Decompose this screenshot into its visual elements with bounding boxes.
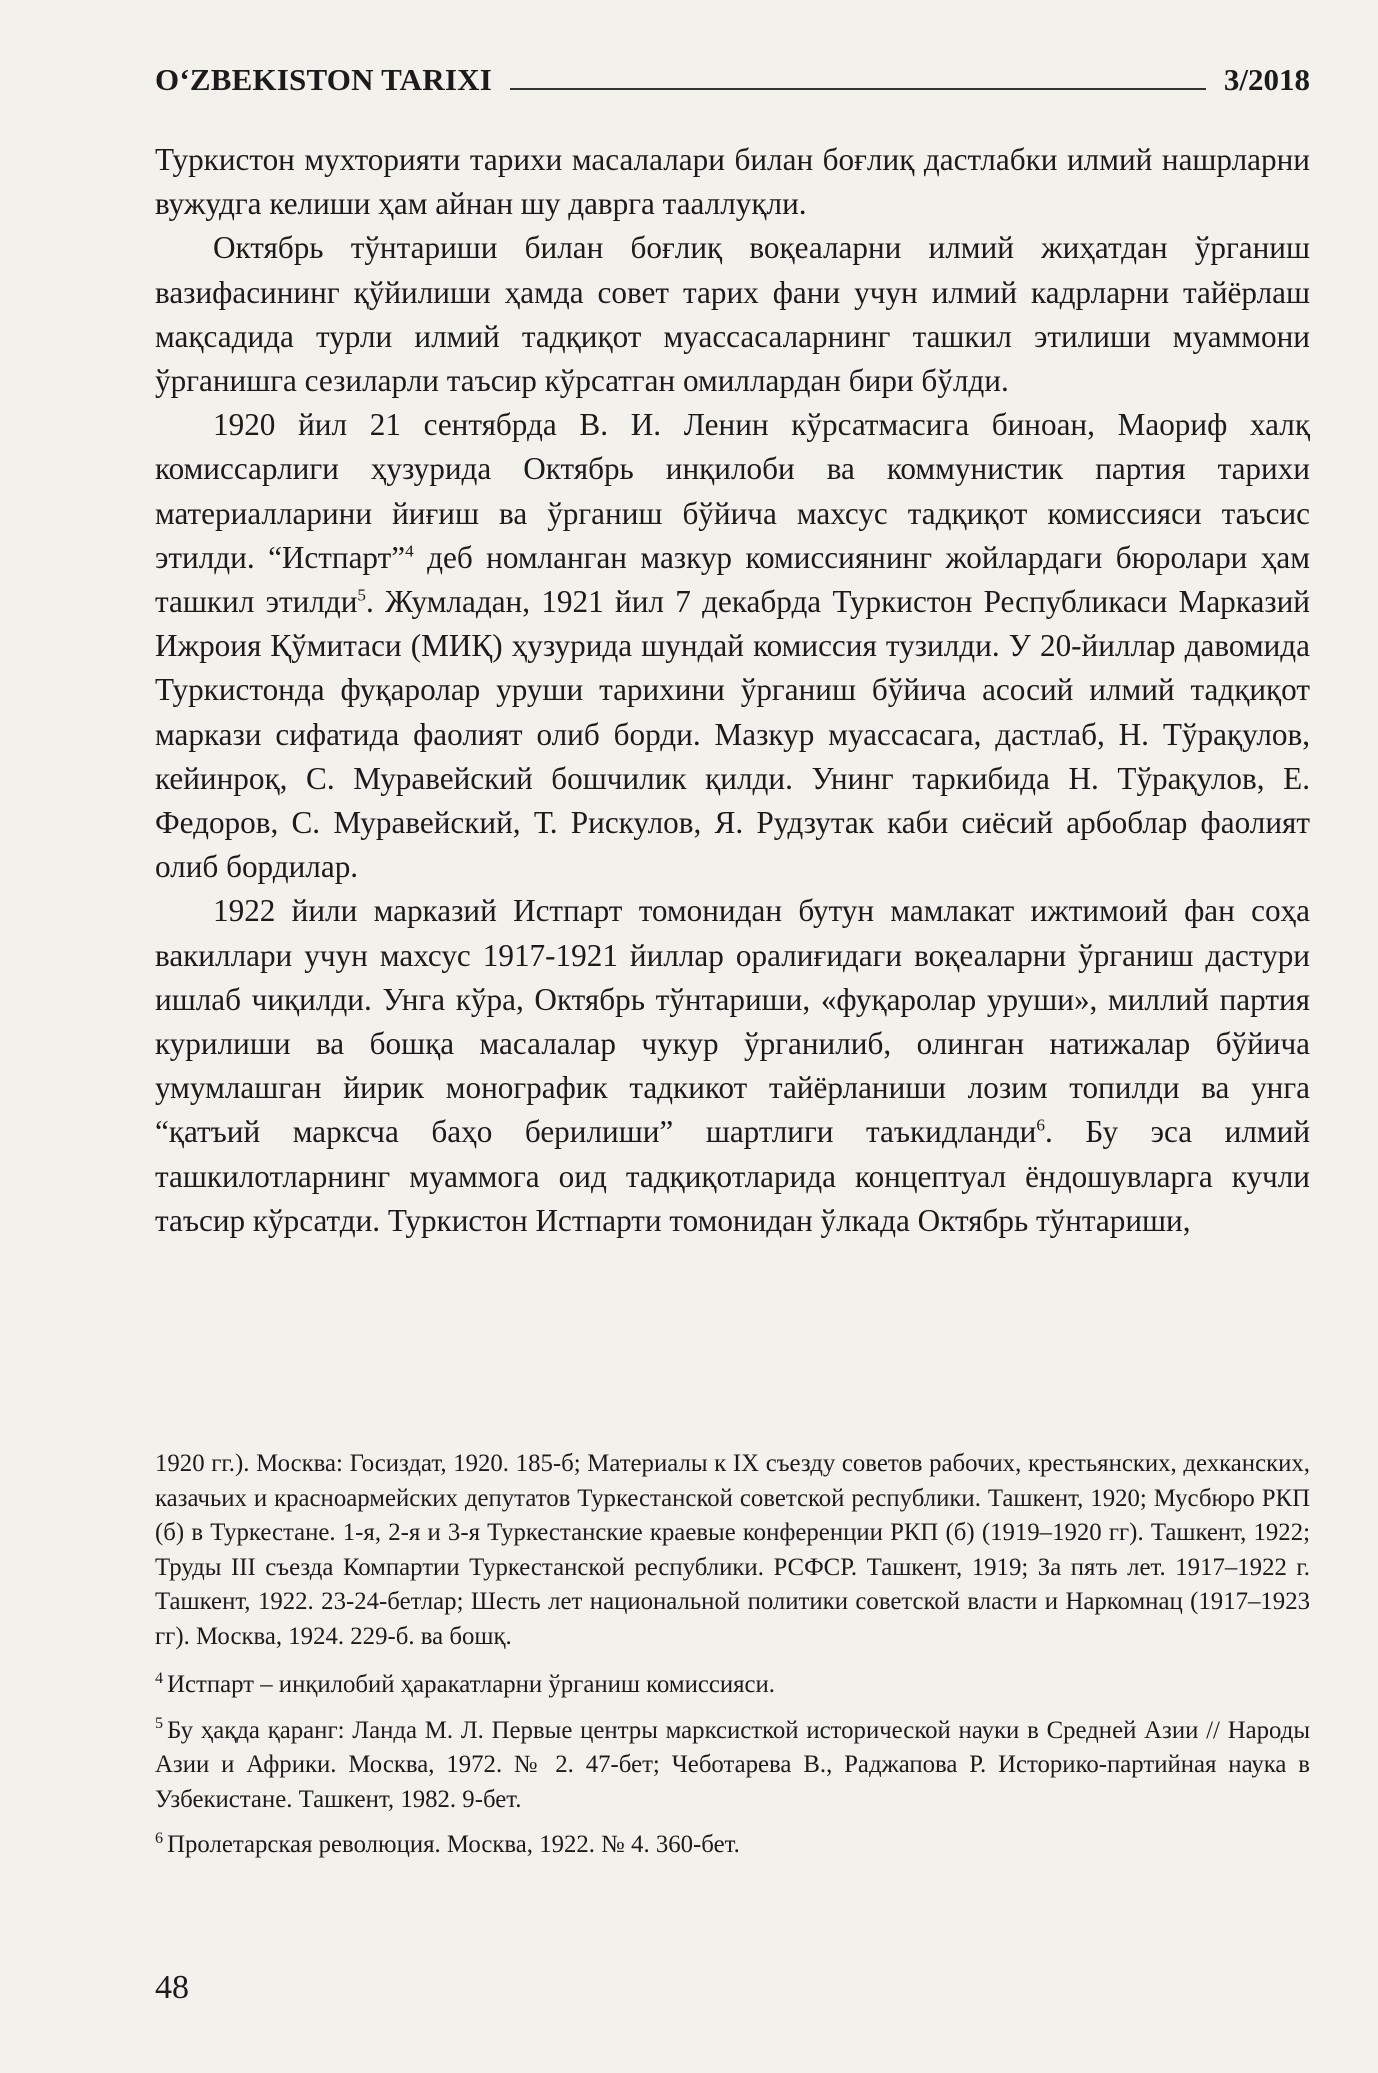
paragraph [155,889,1310,1243]
page-number: 48 [155,1969,189,2006]
paragraph: Октябрь тўнтариши билан боғлиқ воқеаларни илмий жиҳатдан ўрганиш вазифасининг қўйилиши ҳамда совет тарих фани учун илмий кадрларни тайёрлаш мақсадида турли илмий тадқиқот муассасаларнинг ташкил этилиши муаммони ўрганишга сезиларли таъсир кўрсатган омиллардан бири бўлди. [155,230,1310,399]
footnote [155,1714,1310,1818]
footnote-text: Истпарт – инқилобий ҳаракатларни ўрганиш комиссияси. [167,1671,776,1698]
footnote-text: Пролетарская революция. Москва, 1922. № 4. 360-бет. [167,1831,740,1858]
journal-title: O‘ZBEKISTON TARIXI [155,62,492,97]
paragraph-text: деб номланган мазкур комиссиянинг жойлардаги бюролари ҳам ташкил этилди [155,539,1310,620]
footnote-number: 4 [155,1669,164,1687]
paragraph-continued: Туркистон мухторияти тарихи масалалари билан боғлиқ дастлабки илмий нашрларни вужудга келиши ҳам айнан шу даврга тааллуқли. [155,142,1310,222]
footnote-number: 5 [155,1715,164,1733]
paragraph-text: 1920 йил 21 сентябрда В. И. Ленин кўрсатмасига биноан, Маориф халқ комиссарлиги ҳузурида Октябрь инқилоби ва коммунистик партия тарихи материалларини йиғиш ва ўрганиш бўйича махсус тадқиқот комиссияси таъсис этилди. “Истпарт” [155,407,1310,575]
paragraph-text: . Жумладан, 1921 йил 7 декабрда Туркистон Республикаси Марказий Ижроия Қўмитаси (МИҚ) ҳузурида шундай комиссия тузилди. У 20-йиллар давомида Туркистонда фуқаролар уруши тарихини ўрганиш бўйича асосий илмий тадқиқот маркази сифатида фаолият олиб борди. Мазкур муассасага, дастлаб, Н. Тўрақулов, кейинроқ, С. Муравейский бошчилик қилди. Унинг таркибида Н. Тўрақулов, Е. Федоров, С. Муравейский, Т. Рискулов, Я. Рудзутак каби сиёсий арбоблар фаолият олиб бордилар. [155,584,1310,885]
footnote-ref[interactable]: 6 [1036,1116,1045,1136]
main-text [155,138,1310,1243]
footnote-ref[interactable]: 5 [357,585,366,605]
footnote-ref[interactable]: 4 [405,541,414,561]
footnote-number: 6 [155,1829,164,1847]
footnotes [155,1447,1310,1874]
header-rule [510,88,1206,90]
footnote [155,1828,1310,1863]
footnote-continued: 1920 гг.). Москва: Госиздат, 1920. 185-б; Материалы к IX съезду советов рабочих, крестьянских, дехканских, казачьих и красноармейских депутатов Туркестанской советской республики. Ташкент, 1920; Мусбюро РКП (б) в Туркестане. 1-я, 2-я и 3-я Туркестанские краевые конференции РКП (б) (1919–1920 гг). Ташкент, 1922; Труды III съезда Компартии Туркестанской республики. РСФСР. Ташкент, 1919; За пять лет. 1917–1922 г. Ташкент, 1922. 23-24-бетлар; Шесть лет национальной политики советской власти и Наркомнац (1917–1923 гг). Москва, 1924. 229-б. ва бошқ. [155,1450,1310,1650]
running-header [155,48,1310,98]
paragraph-text: 1922 йили марказий Истпарт томонидан бутун мамлакат ижтимоий фан соҳа вакиллари учун махсус 1917-1921 йиллар оралиғидаги воқеаларни ўрганиш дастури ишлаб чиқилди. Унга кўра, Октябрь тўнтариши, «фуқаролар уруши», миллий партия курилиши ва бошқа масалалар чукур ўрганилиб, олинган натижалар бўйича умумлашган йирик монографик тадкикот тайёрланиши лозим топилди ва унга “қатъий марксча баҳо берилиши” шартлиги таъкидланди [155,893,1310,1150]
paragraph [155,403,1310,889]
footnote [155,1668,1310,1703]
issue-number: 3/2018 [1223,62,1310,97]
paragraph-text: . Бу эса илмий ташкилотларнинг муаммога оид тадқиқотларида концептуал ёндошувларга кучли таъсир кўрсатди. Туркистон Истпарти томонидан ўлкада Октябрь тўнтариши, [155,1114,1311,1238]
footnote-text: Бу ҳақда қаранг: Ланда М. Л. Первые центры марксисткой исторической науки в Средней Азии // Народы Азии и Африки. Москва, 1972. № 2. 47-бет; Чеботарева В., Раджапова Р. Историко-партийная наука в Узбекистане. Ташкент, 1982. 9-бет. [155,1716,1310,1813]
